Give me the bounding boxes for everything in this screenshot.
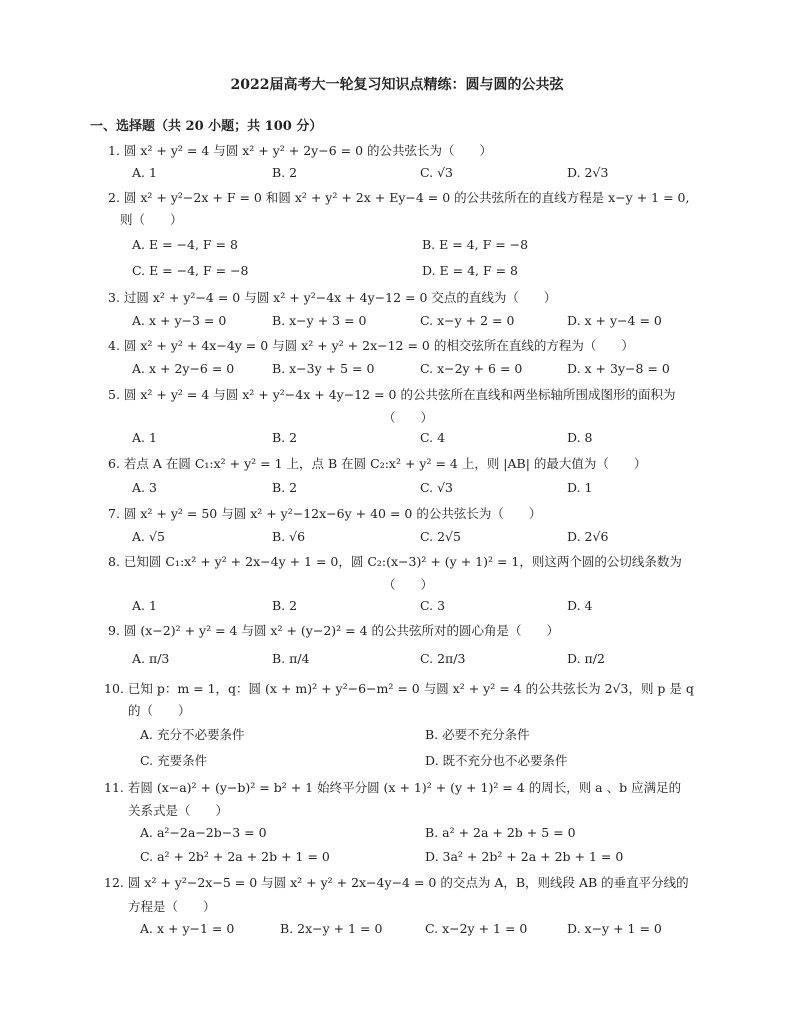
question-2-text-cont: 则（ ） xyxy=(120,212,183,227)
q9-option-d: D. π/2 xyxy=(567,651,605,666)
q4-option-d: D. x + 3y−8 = 0 xyxy=(567,361,670,376)
q5-option-c: C. 4 xyxy=(420,430,446,445)
q2-option-b: B. E = 4, F = −8 xyxy=(422,237,529,252)
question-8-text: 8. 已知圆 C₁:x² + y² + 2x−4y + 1 = 0，圆 C₂:(x−3)² + (y + 1)² = 1，则这两个圆的公切线条数为 xyxy=(108,554,682,569)
question-11-text: 11. 若圆 (x−a)² + (y−b)² = b² + 1 始终平分圆 (x + 1)² + (y + 1)² = 4 的周长，则 a 、b 应满足的 xyxy=(104,780,682,795)
q12-option-b: B. 2x−y + 1 = 0 xyxy=(280,921,383,936)
q8-option-c: C. 3 xyxy=(420,598,446,613)
question-3-text: 3. 过圆 x² + y²−4 = 0 与圆 x² + y²−4x + 4y−12 = 0 交点的直线为（ ） xyxy=(108,290,557,305)
q7-option-a: A. √5 xyxy=(132,529,165,544)
q10-option-c: C. 充要条件 xyxy=(140,753,208,768)
question-10-text: 10. 已知 p：m = 1，q：圆 (x + m)² + y²−6−m² = 0 与圆 x² + y² = 4 的公共弦长为 2√3，则 p 是 q xyxy=(104,681,694,696)
question-8-text-cont: （ ） xyxy=(383,577,434,592)
q5-option-d: D. 8 xyxy=(567,430,593,445)
q6-option-c: C. √3 xyxy=(420,480,453,495)
question-4-text: 4. 圆 x² + y² + 4x−4y = 0 与圆 x² + y² + 2x−12 = 0 的相交弦所在直线的方程为（ ） xyxy=(108,338,634,353)
q9-option-b: B. π/4 xyxy=(272,651,310,666)
question-6-text: 6. 若点 A 在圆 C₁:x² + y² = 1 上，点 B 在圆 C₂:x² + y² = 4 上，则 |AB| 的最大值为（ ） xyxy=(108,456,647,471)
q11-option-a: A. a²−2a−2b−3 = 0 xyxy=(140,825,267,840)
q3-option-d: D. x + y−4 = 0 xyxy=(567,313,662,328)
question-2-text: 2. 圆 x² + y²−2x + F = 0 和圆 x² + y² + 2x + Ey−4 = 0 的公共弦所在的直线方程是 x−y + 1 = 0, xyxy=(108,190,690,205)
q11-option-d: D. 3a² + 2b² + 2a + 2b + 1 = 0 xyxy=(425,849,624,864)
q3-option-b: B. x−y + 3 = 0 xyxy=(272,313,367,328)
q10-option-a: A. 充分不必要条件 xyxy=(140,727,245,742)
q5-option-b: B. 2 xyxy=(272,430,298,445)
question-1-text: 1. 圆 x² + y² = 4 与圆 x² + y² + 2y−6 = 0 的公共弦长为（ ） xyxy=(108,143,493,158)
q8-option-a: A. 1 xyxy=(132,598,157,613)
q10-option-d: D. 既不充分也不必要条件 xyxy=(425,753,568,768)
q1-option-c: C. √3 xyxy=(420,165,453,180)
question-10-text-cont: 的（ ） xyxy=(128,703,191,718)
q1-option-b: B. 2 xyxy=(272,165,298,180)
q8-option-d: D. 4 xyxy=(567,598,593,613)
q4-option-b: B. x−3y + 5 = 0 xyxy=(272,361,375,376)
question-9-text: 9. 圆 (x−2)² + y² = 4 与圆 x² + (y−2)² = 4 的公共弦所对的圆心角是（ ） xyxy=(108,623,560,638)
question-12-text-cont: 方程是（ ） xyxy=(128,899,216,914)
q2-option-a: A. E = −4, F = 8 xyxy=(132,237,238,252)
q8-option-b: B. 2 xyxy=(272,598,298,613)
question-11-text-cont: 关系式是（ ） xyxy=(128,803,229,818)
q3-option-a: A. x + y−3 = 0 xyxy=(132,313,227,328)
q7-option-c: C. 2√5 xyxy=(420,529,461,544)
q6-option-b: B. 2 xyxy=(272,480,298,495)
q7-option-d: D. 2√6 xyxy=(567,529,609,544)
q6-option-a: A. 3 xyxy=(132,480,157,495)
q4-option-c: C. x−2y + 6 = 0 xyxy=(420,361,523,376)
q10-option-b: B. 必要不充分条件 xyxy=(425,727,530,742)
q4-option-a: A. x + 2y−6 = 0 xyxy=(132,361,235,376)
question-12-text: 12. 圆 x² + y²−2x−5 = 0 与圆 x² + y² + 2x−4y−4 = 0 的交点为 A，B，则线段 AB 的垂直平分线的 xyxy=(104,875,689,890)
q9-option-a: A. π/3 xyxy=(132,651,170,666)
question-5-text-cont: （ ） xyxy=(383,410,434,425)
section-heading: 一、选择题（共 20 小题；共 100 分） xyxy=(90,119,323,134)
q12-option-c: C. x−2y + 1 = 0 xyxy=(425,921,528,936)
q7-option-b: B. √6 xyxy=(272,529,306,544)
q11-option-b: B. a² + 2a + 2b + 5 = 0 xyxy=(425,825,576,840)
q1-option-d: D. 2√3 xyxy=(567,165,609,180)
question-5-text: 5. 圆 x² + y² = 4 与圆 x² + y²−4x + 4y−12 = 0 的公共弦所在直线和两坐标轴所围成图形的面积为 xyxy=(108,387,676,402)
q2-option-c: C. E = −4, F = −8 xyxy=(132,263,249,278)
q12-option-d: D. x−y + 1 = 0 xyxy=(567,921,662,936)
q5-option-a: A. 1 xyxy=(132,430,157,445)
q2-option-d: D. E = 4, F = 8 xyxy=(422,263,519,278)
page-title: 2022届高考大一轮复习知识点精练：圆与圆的公共弦 xyxy=(230,77,564,93)
q6-option-d: D. 1 xyxy=(567,480,593,495)
q9-option-c: C. 2π/3 xyxy=(420,651,466,666)
question-7-text: 7. 圆 x² + y² = 50 与圆 x² + y²−12x−6y + 40 = 0 的公共弦长为（ ） xyxy=(108,506,542,521)
q11-option-c: C. a² + 2b² + 2a + 2b + 1 = 0 xyxy=(140,849,330,864)
q3-option-c: C. x−y + 2 = 0 xyxy=(420,313,515,328)
q1-option-a: A. 1 xyxy=(132,165,157,180)
q12-option-a: A. x + y−1 = 0 xyxy=(140,921,235,936)
